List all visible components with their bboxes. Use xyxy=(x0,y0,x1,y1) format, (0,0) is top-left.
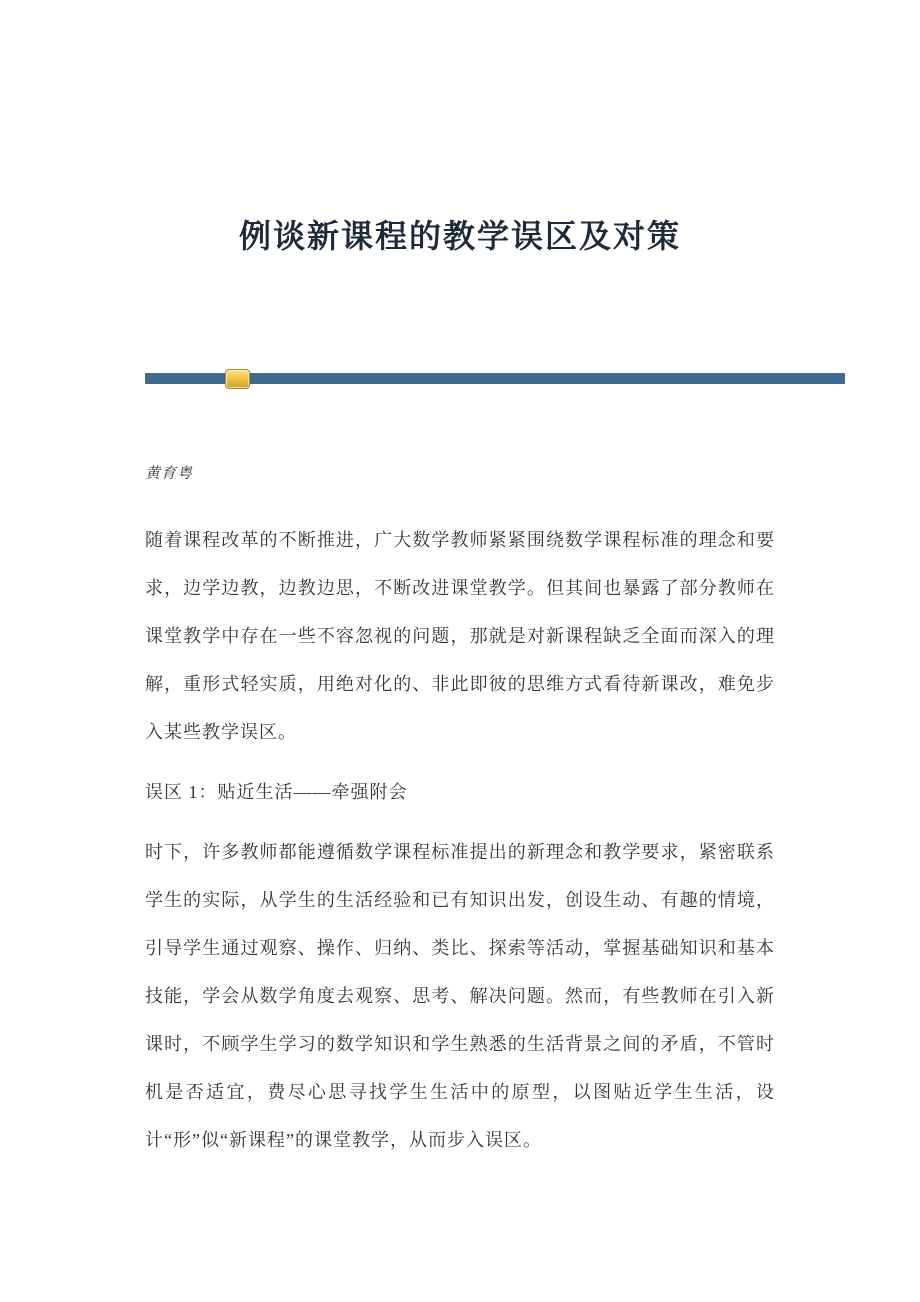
author-name: 黄育粤 xyxy=(145,465,194,482)
body-paragraph: 随着课程改革的不断推进，广大数学教师紧紧围绕数学课程标准的理念和要求，边学边教，边教边思，不断改进课堂教学。但其间也暴露了部分教师在课堂教学中存在一些不容忽视的问题，那就是对新课程缺乏全面而深入的理解，重形式轻实质，用绝对化的、非此即彼的思维方式看待新课改，难免步入某些教学误区。 xyxy=(145,529,775,742)
divider-bar xyxy=(145,373,845,384)
divider xyxy=(145,373,845,384)
document-body xyxy=(145,462,775,1164)
body-paragraph: 时下，许多教师都能遵循数学课程标准提出的新理念和教学要求，紧密联系学生的实际，从学生的生活经验和已有知识出发，创设生动、有趣的情境，引导学生通过观察、操作、归纳、类比、探索等活动，掌握基础知识和基本技能，学会从数学角度去观察、思考、解决问题。然而，有些教师在引入新课时，不顾学生学习的数学知识和学生熟悉的生活背景之间的矛盾，不管时机是否适宜，费尽心思寻找学生生活中的原型，以图贴近学生生活，设计“形”似“新课程”的课堂教学，从而步入误区。 xyxy=(145,841,775,1150)
page-title: 例谈新课程的教学误区及对策 xyxy=(238,218,681,254)
section-heading: 误区 1：贴近生活——牵强附会 xyxy=(145,781,408,802)
picture-icon xyxy=(225,369,250,389)
